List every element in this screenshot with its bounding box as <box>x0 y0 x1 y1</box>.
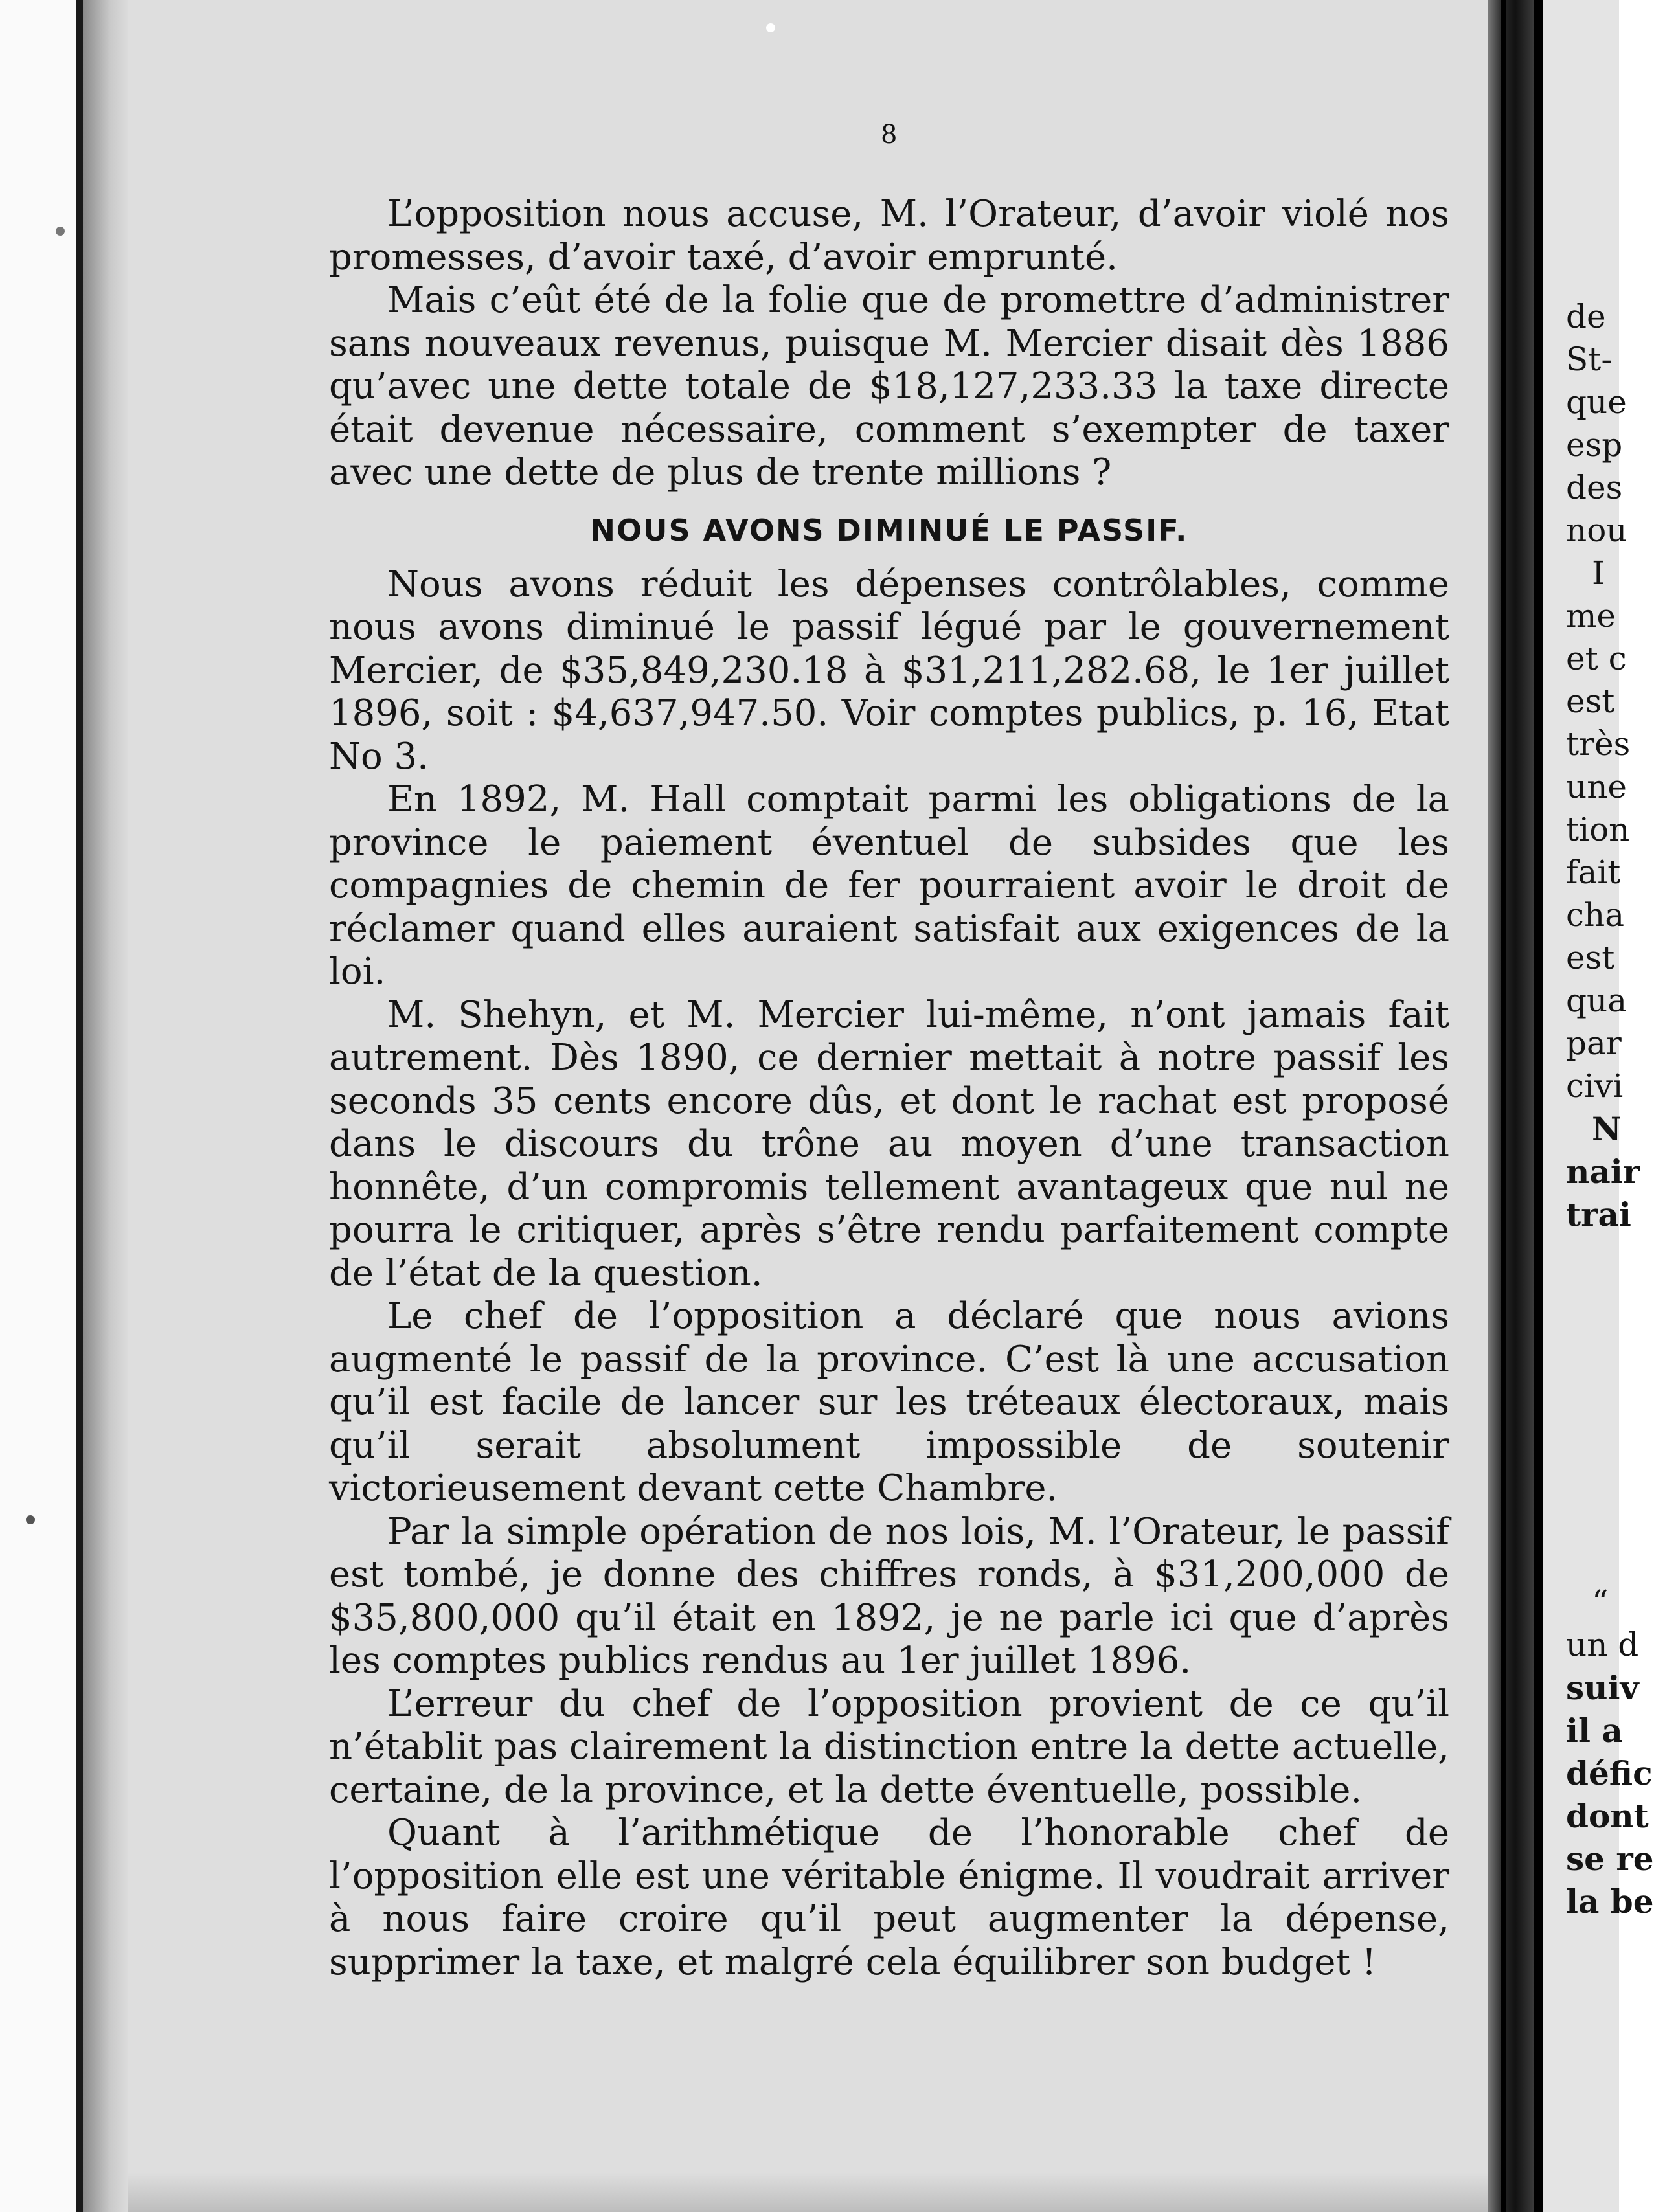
facing-line: il a <box>1566 1711 1623 1750</box>
paragraph: Nous avons réduit les dépenses contrôlables, comme nous avons diminué le passif légué par le gouvernement Mercier, de $35,849,230.18 à $31,211,282.68, le 1er juillet 1896, soit : $4,637,947.50. Voir comptes publics, p. 16, Etat No 3. <box>329 563 1449 778</box>
paragraph: L’erreur du chef de l’opposition provient de ce qu’il n’établit pas clairement la distinction entre la dette actuelle, certaine, de la province, et la dette éventuelle, possible. <box>329 1682 1449 1811</box>
scan-left-edge <box>76 0 83 2212</box>
facing-line: qua <box>1566 982 1627 1019</box>
scan-left-margin <box>0 0 78 2212</box>
facing-line: et c <box>1566 640 1627 677</box>
facing-line: N <box>1592 1110 1622 1148</box>
facing-line: I <box>1592 554 1605 592</box>
facing-line: me <box>1566 597 1616 635</box>
scan-speck <box>26 1515 35 1524</box>
gutter-line <box>1501 0 1506 2212</box>
facing-line: est <box>1566 683 1615 720</box>
facing-line: trai <box>1566 1195 1631 1234</box>
facing-line: un d <box>1566 1626 1639 1664</box>
facing-line: se re <box>1566 1840 1654 1878</box>
facing-page-text-upper <box>1566 298 1640 1269</box>
facing-line: que <box>1566 383 1627 421</box>
paragraph: En 1892, M. Hall comptait parmi les obligations de la province le paiement éventuel de subsides que les compagnies de chemin de fer pourraient avoir le droit de réclamer quand elles auraient satisfait aux exigences de la loi. <box>329 778 1449 993</box>
facing-line: est <box>1566 939 1615 976</box>
facing-line: esp <box>1566 426 1623 464</box>
section-heading: NOUS AVONS DIMINUÉ LE PASSIF. <box>590 512 1188 548</box>
facing-line: civi <box>1566 1067 1624 1105</box>
facing-line: nair <box>1566 1153 1640 1191</box>
facing-line: par <box>1566 1024 1622 1062</box>
facing-line: “ <box>1592 1583 1609 1621</box>
page-number: 8 <box>881 120 898 150</box>
facing-line: très <box>1566 725 1631 763</box>
facing-line: des <box>1566 469 1623 506</box>
scan-speck <box>56 227 65 236</box>
facing-line: une <box>1566 768 1627 806</box>
paragraph: L’opposition nous accuse, M. l’Orateur, d’avoir violé nos promesses, d’avoir taxé, d’avoir emprunté. <box>329 193 1449 278</box>
facing-line: fait <box>1566 853 1621 891</box>
paragraph: Par la simple opération de nos lois, M. l’Orateur, le passif est tombé, je donne des chiffres ronds, à $31,200,000 de $35,800,000 qu’il était en 1892, je ne parle ici que d’après les comptes publics rendus au 1er juillet 1896. <box>329 1510 1449 1682</box>
facing-line: suiv <box>1566 1669 1639 1707</box>
scan-speck <box>766 23 775 32</box>
facing-line: cha <box>1566 896 1625 934</box>
facing-line: de <box>1566 298 1606 335</box>
facing-page-text-lower <box>1566 1583 1654 1946</box>
facing-line: défic <box>1566 1754 1653 1792</box>
facing-line: St- <box>1566 341 1613 378</box>
page-bottom-edge <box>128 2172 1488 2212</box>
scan-left-shadow <box>83 0 128 2212</box>
paragraph: Quant à l’arithmétique de l’honorable chef de l’opposition elle est une véritable énigme. Il voudrait arriver à nous faire croire qu’il peut augmenter la dépense, supprimer la taxe, et malgré cela équilibrer son budget ! <box>329 1812 1449 1983</box>
book-gutter <box>1488 0 1534 2212</box>
facing-page-edge <box>1534 0 1543 2212</box>
facing-line: dont <box>1566 1797 1649 1835</box>
page-text <box>329 193 1449 1984</box>
facing-line: tion <box>1566 811 1630 848</box>
facing-line: la be <box>1566 1882 1654 1921</box>
facing-line: nou <box>1566 512 1627 549</box>
paragraph: Mais c’eût été de la folie que de promettre d’administrer sans nouveaux revenus, puisque M. Mercier disait dès 1886 qu’avec une dette totale de $18,127,233.33 la taxe directe était devenue nécessaire, comment s’exempter de taxer avec une dette de plus de trente millions ? <box>329 279 1449 493</box>
paragraph: Le chef de l’opposition a déclaré que nous avions augmenté le passif de la province. C’est là une accusation qu’il est facile de lancer sur les tréteaux électoraux, mais qu’il serait absolument impossible de soutenir victorieusement devant cette Chambre. <box>329 1295 1449 1509</box>
paragraph: M. Shehyn, et M. Mercier lui-même, n’ont jamais fait autrement. Dès 1890, ce dernier mettait à notre passif les seconds 35 cents encore dûs, et dont le rachat est proposé dans le discours du trône au moyen d’une transaction honnête, d’un compromis tellement avantageux que nul ne pourra le critiquer, après s’être rendu parfaitement compte de l’état de la question. <box>329 993 1449 1294</box>
